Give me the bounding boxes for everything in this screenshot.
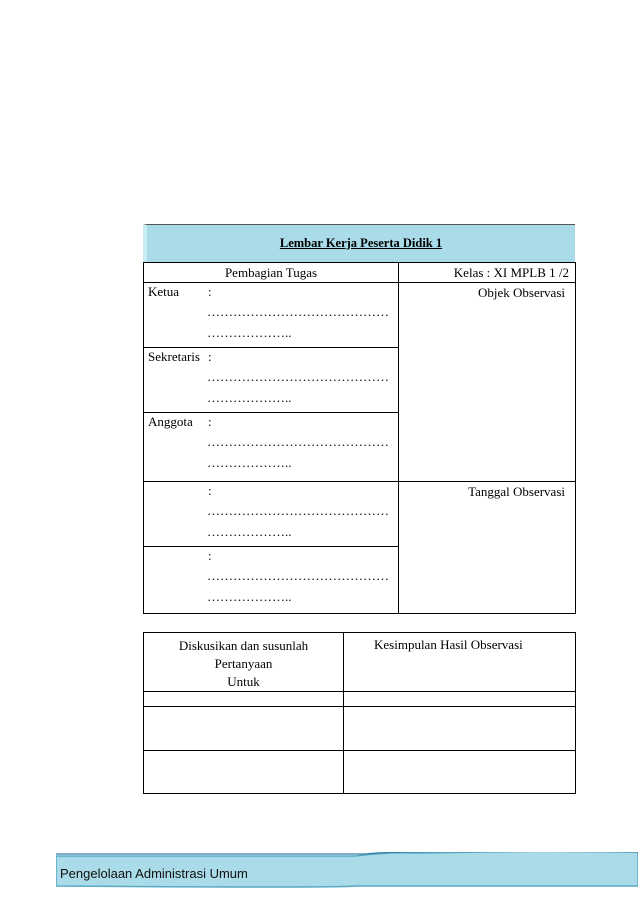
discussion-line: Untuk bbox=[227, 674, 260, 689]
discussion-table bbox=[143, 632, 576, 794]
table-cell[interactable] bbox=[144, 707, 344, 751]
table-cell[interactable] bbox=[144, 692, 344, 707]
fill-line: …………………………………… bbox=[207, 503, 389, 518]
role-cell-anggota bbox=[144, 413, 399, 482]
conclusion-header: Kesimpulan Hasil Observasi bbox=[344, 633, 576, 692]
discussion-line: Diskusikan dan susunlah bbox=[178, 638, 309, 653]
table-cell[interactable] bbox=[344, 692, 576, 707]
role-cell-ketua bbox=[144, 283, 399, 348]
fill-line: ……………….. bbox=[207, 589, 292, 604]
colon: : bbox=[208, 548, 212, 563]
colon: : bbox=[208, 483, 212, 498]
fill-line: …………………………………… bbox=[207, 304, 389, 319]
colon: : bbox=[208, 284, 212, 299]
role-cell-member-3 bbox=[144, 547, 399, 614]
table-cell[interactable] bbox=[344, 751, 576, 794]
role-name: Sekretaris bbox=[148, 349, 200, 364]
fill-line: ……………….. bbox=[207, 524, 292, 539]
worksheet bbox=[143, 224, 575, 614]
object-observation-cell: Objek Observasi bbox=[399, 283, 576, 482]
colon: : bbox=[208, 414, 212, 429]
discussion-header bbox=[144, 633, 344, 692]
observation-date-cell: Tanggal Observasi bbox=[399, 482, 576, 614]
table-cell[interactable] bbox=[344, 707, 576, 751]
fill-line: …………………………………… bbox=[207, 369, 389, 384]
worksheet-title: Lembar Kerja Peserta Didik 1 bbox=[143, 224, 575, 262]
table-cell[interactable] bbox=[144, 751, 344, 794]
fill-line: ……………….. bbox=[207, 325, 292, 340]
role-cell-sekretaris bbox=[144, 348, 399, 413]
fill-line: …………………………………… bbox=[207, 568, 389, 583]
role-name: Anggota bbox=[148, 414, 193, 429]
role-cell-member-2 bbox=[144, 482, 399, 547]
colon: : bbox=[208, 349, 212, 364]
discussion-line: Pertanyaan bbox=[214, 656, 273, 671]
role-name: Ketua bbox=[148, 284, 180, 299]
header-task-division: Pembagian Tugas bbox=[144, 263, 399, 283]
fill-line: ……………….. bbox=[207, 455, 292, 470]
task-division-table bbox=[143, 262, 576, 614]
header-class: Kelas : XI MPLB 1 /2 bbox=[399, 263, 576, 283]
fill-line: …………………………………… bbox=[207, 434, 389, 449]
fill-line: ……………….. bbox=[207, 390, 292, 405]
footer-text: Pengelolaan Administrasi Umum bbox=[60, 866, 248, 881]
